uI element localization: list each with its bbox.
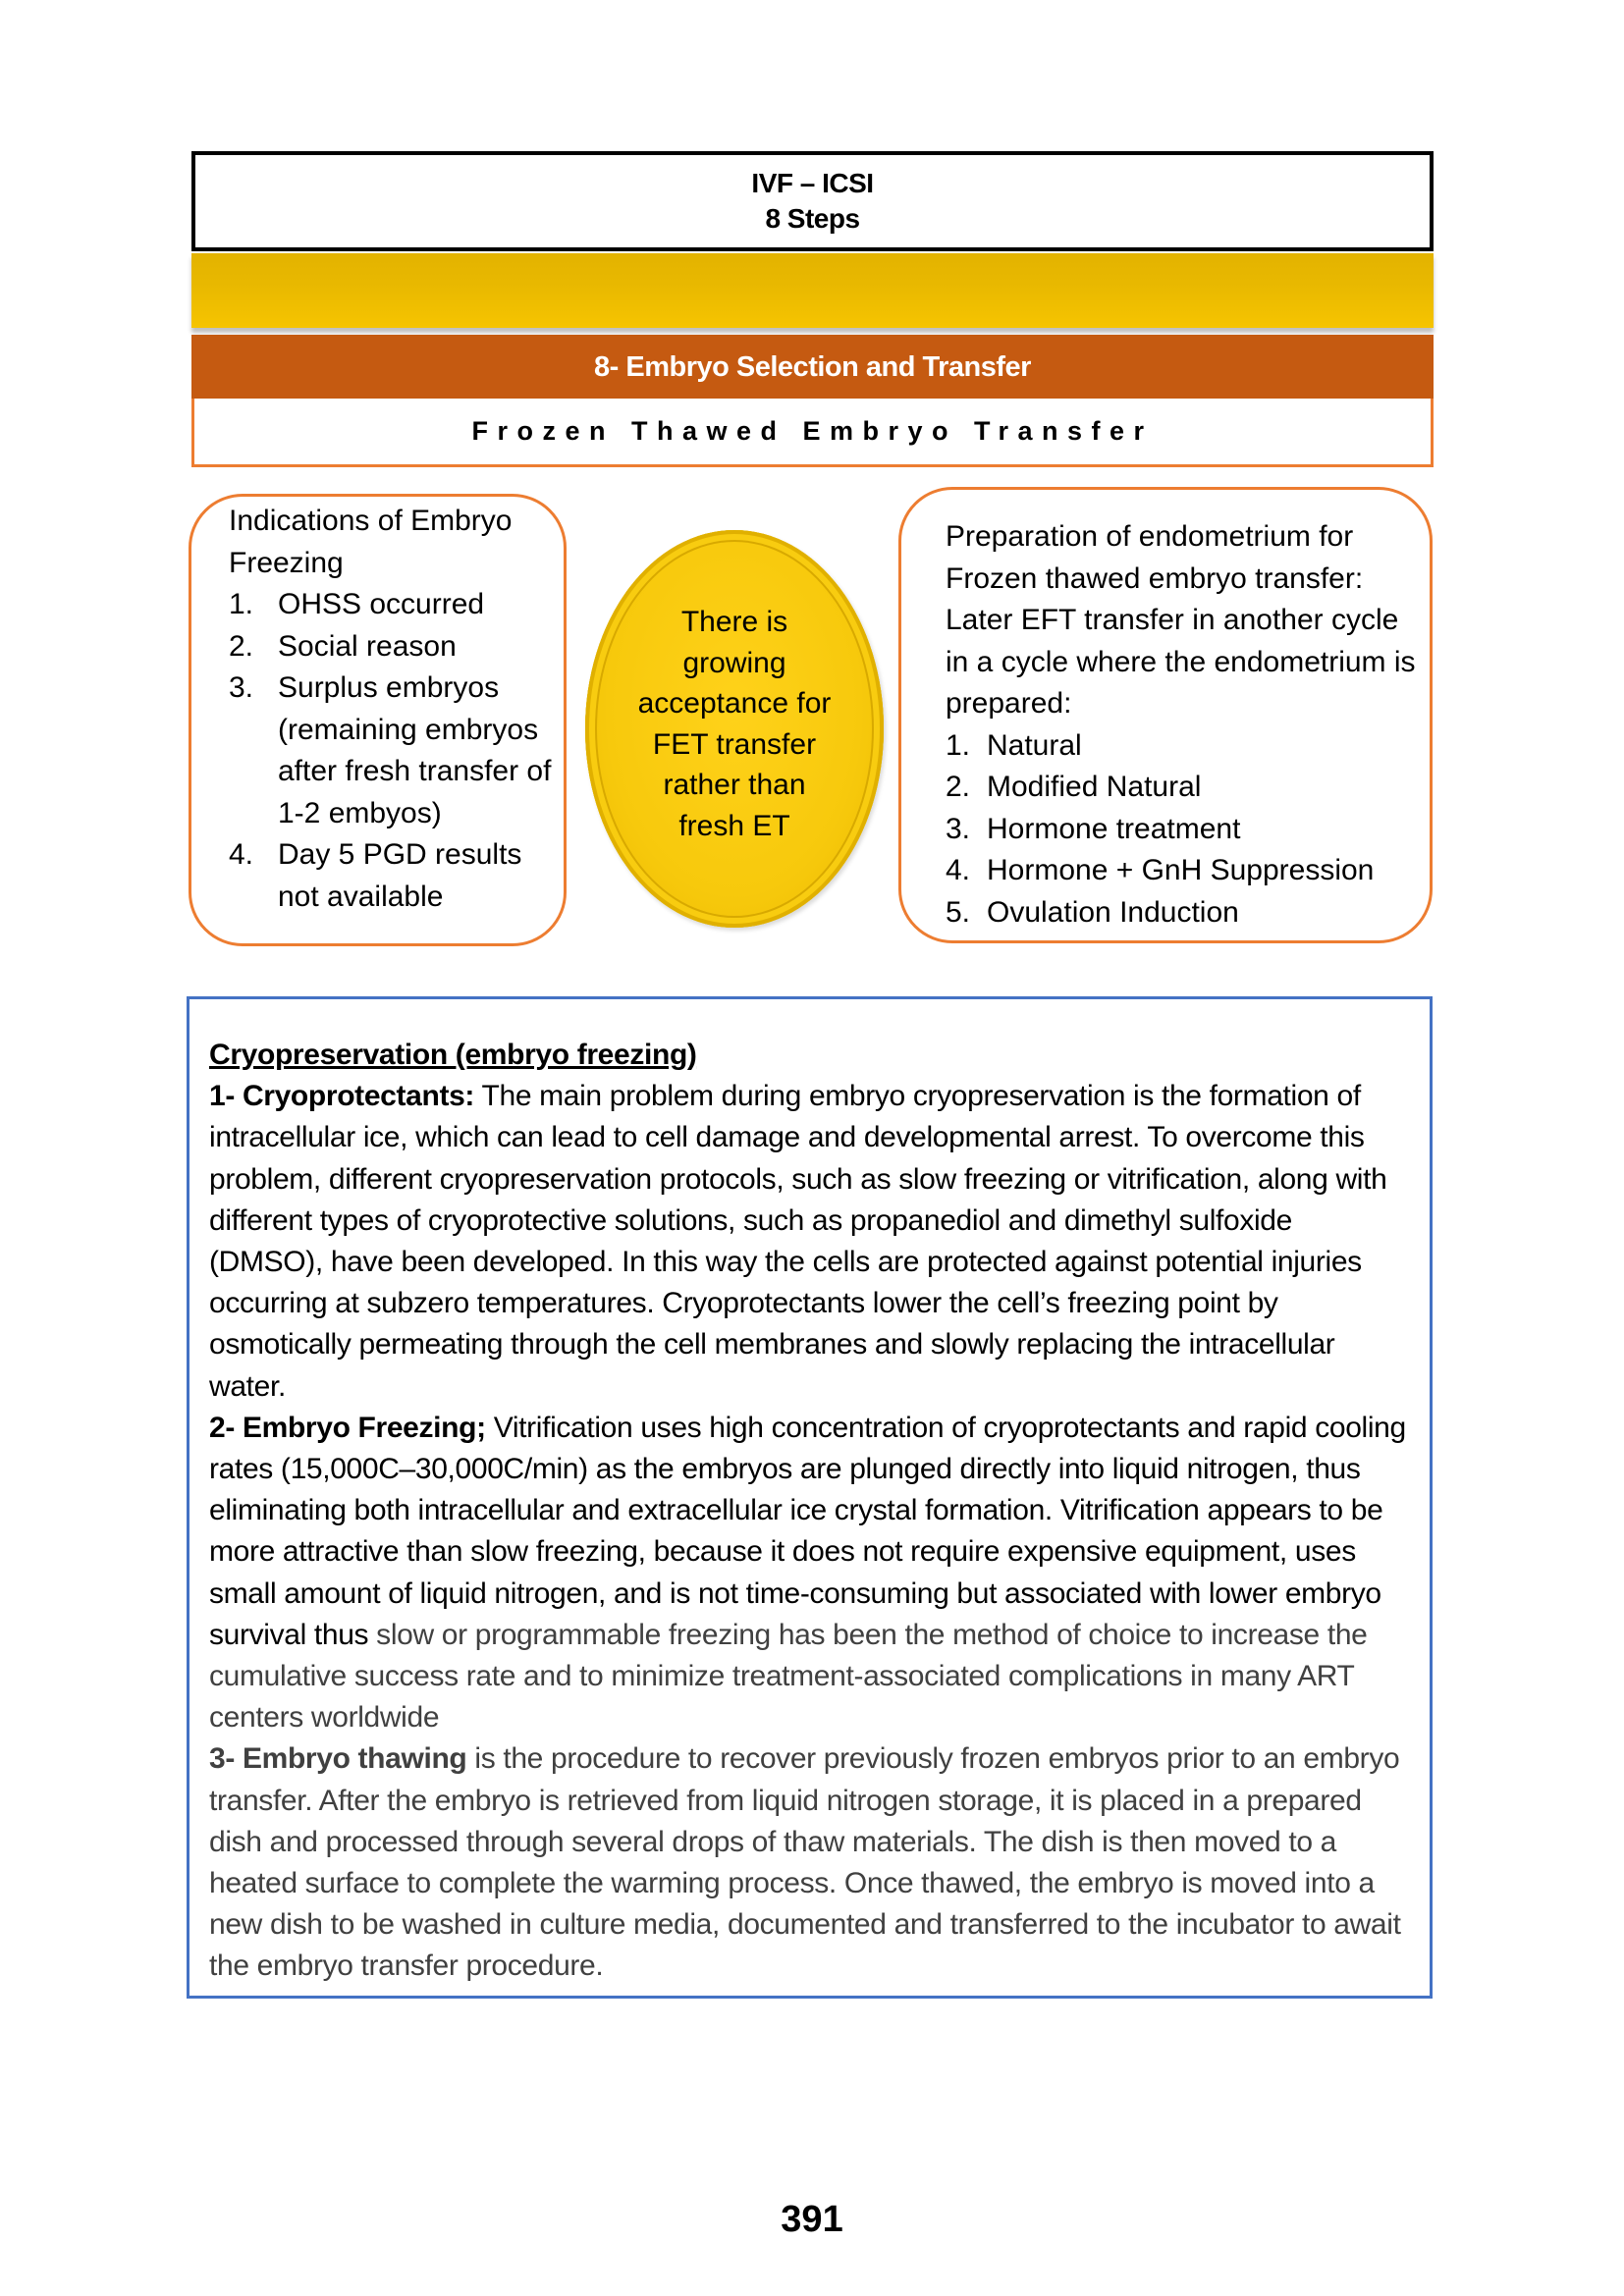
preparation-box xyxy=(898,487,1433,943)
item-text: OHSS occurred xyxy=(278,588,485,620)
subtitle: Frozen Thawed Embryo Transfer xyxy=(471,416,1154,446)
list-item xyxy=(946,809,1420,851)
section-label: 1- Cryoprotectants: xyxy=(209,1080,475,1113)
list-item xyxy=(229,584,554,626)
list-item xyxy=(229,834,554,918)
item-number: 3. xyxy=(946,812,971,845)
section-cryoprotectants xyxy=(209,1076,1412,1408)
item-number: 1. xyxy=(946,728,971,762)
list-item xyxy=(946,892,1420,934)
item-number: 1. xyxy=(229,588,254,620)
list-item xyxy=(946,725,1420,768)
list-item xyxy=(946,767,1420,809)
cryopreservation-title: Cryopreservation (embryo freezing) xyxy=(209,1039,697,1071)
section-embryo-thawing xyxy=(209,1738,1412,1987)
item-text: Hormone treatment xyxy=(987,812,1241,845)
item-number: 3. xyxy=(229,671,254,704)
section-text: Vitrification uses high concentration of cryoprotectants and rapid cooling rates (15,000C–30,000C/min) as the embryos are plunged directly into liquid nitrogen, thus eliminating both intracellular and extracellular ice crystal formation. Vitrification appears to be more attractive than slow freezing, because it does not require expensive equipment, uses small amount of liquid nitrogen, and is not time-consuming but associated with lower embryo survival thus xyxy=(209,1411,1406,1651)
item-text: Day 5 PGD results not available xyxy=(278,838,522,913)
cryopreservation-box xyxy=(187,996,1433,1999)
list-item xyxy=(946,850,1420,892)
gold-divider-band xyxy=(191,253,1434,328)
preparation-heading: Preparation of endometrium for Frozen thawed embryo transfer: Later EFT transfer in another cycle in a cycle where the endometrium is prepared: xyxy=(946,520,1416,720)
preparation-list xyxy=(946,725,1420,934)
item-text: Ovulation Induction xyxy=(987,895,1239,929)
item-text: Modified Natural xyxy=(987,771,1202,803)
item-text: Natural xyxy=(987,728,1082,762)
fet-acceptance-ellipse xyxy=(585,530,884,928)
item-text: Hormone + GnH Suppression xyxy=(987,854,1375,886)
indications-box xyxy=(189,494,567,946)
list-item xyxy=(229,667,554,834)
section-text: The main problem during embryo cryopreservation is the formation of intracellular ice, which can lead to cell damage and developmental arrest. To overcome this problem, different cryopreservation protocols, such as slow freezing or vitrification, along with different types of cryoprotective solutions, such as propanediol and dimethyl sulfoxide (DMSO), have been developed. In this way the cells are protected against potential injuries occurring at subzero temperatures. Cryoprotectants lower the cell’s freezing point by osmotically permeating through the cell membranes and slowly replacing the intracellular water. xyxy=(209,1080,1387,1403)
step-title-band xyxy=(191,335,1434,400)
item-number: 2. xyxy=(946,771,971,803)
section-label: 3- Embryo thawing xyxy=(209,1742,467,1776)
section-text-continued: slow or programmable freezing has been the method of choice to increase the cumulative success rate and to minimize treatment-associated complications in many ART centers worldwide xyxy=(209,1618,1368,1735)
item-text: Surplus embryos (remaining embryos after fresh transfer of 1-2 embyos) xyxy=(278,671,552,829)
section-text: is the procedure to recover previously frozen embryos prior to an embryo transfer. After the embryo is retrieved from liquid nitrogen storage, it is placed in a prepared dish and processed through several drops of thaw materials. The dish is then moved to a heated surface to complete the warming process. Once thawed, the embryo is moved into a new dish to be washed in culture media, documented and transferred to the incubator to await the embryo transfer procedure. xyxy=(209,1742,1401,1983)
title-line-2: 8 Steps xyxy=(765,203,860,234)
indications-list xyxy=(229,584,554,918)
section-label: 2- Embryo Freezing; xyxy=(209,1411,486,1444)
item-text: Social reason xyxy=(278,629,457,663)
title-line-1: IVF – ICSI xyxy=(751,168,874,198)
section-embryo-freezing xyxy=(209,1408,1412,1739)
title-box xyxy=(191,151,1434,251)
item-number: 5. xyxy=(946,895,971,929)
step-title: 8- Embryo Selection and Transfer xyxy=(594,350,1031,383)
page-number: 391 xyxy=(781,2199,843,2240)
item-number: 2. xyxy=(229,629,254,663)
item-number: 4. xyxy=(946,854,971,886)
ellipse-text: There is growing acceptance for FET transfer rather than fresh ET xyxy=(637,606,832,842)
item-number: 4. xyxy=(229,838,254,871)
subtitle-box xyxy=(191,399,1434,467)
indications-heading: Indications of Embryo Freezing xyxy=(229,505,513,579)
list-item xyxy=(229,626,554,668)
